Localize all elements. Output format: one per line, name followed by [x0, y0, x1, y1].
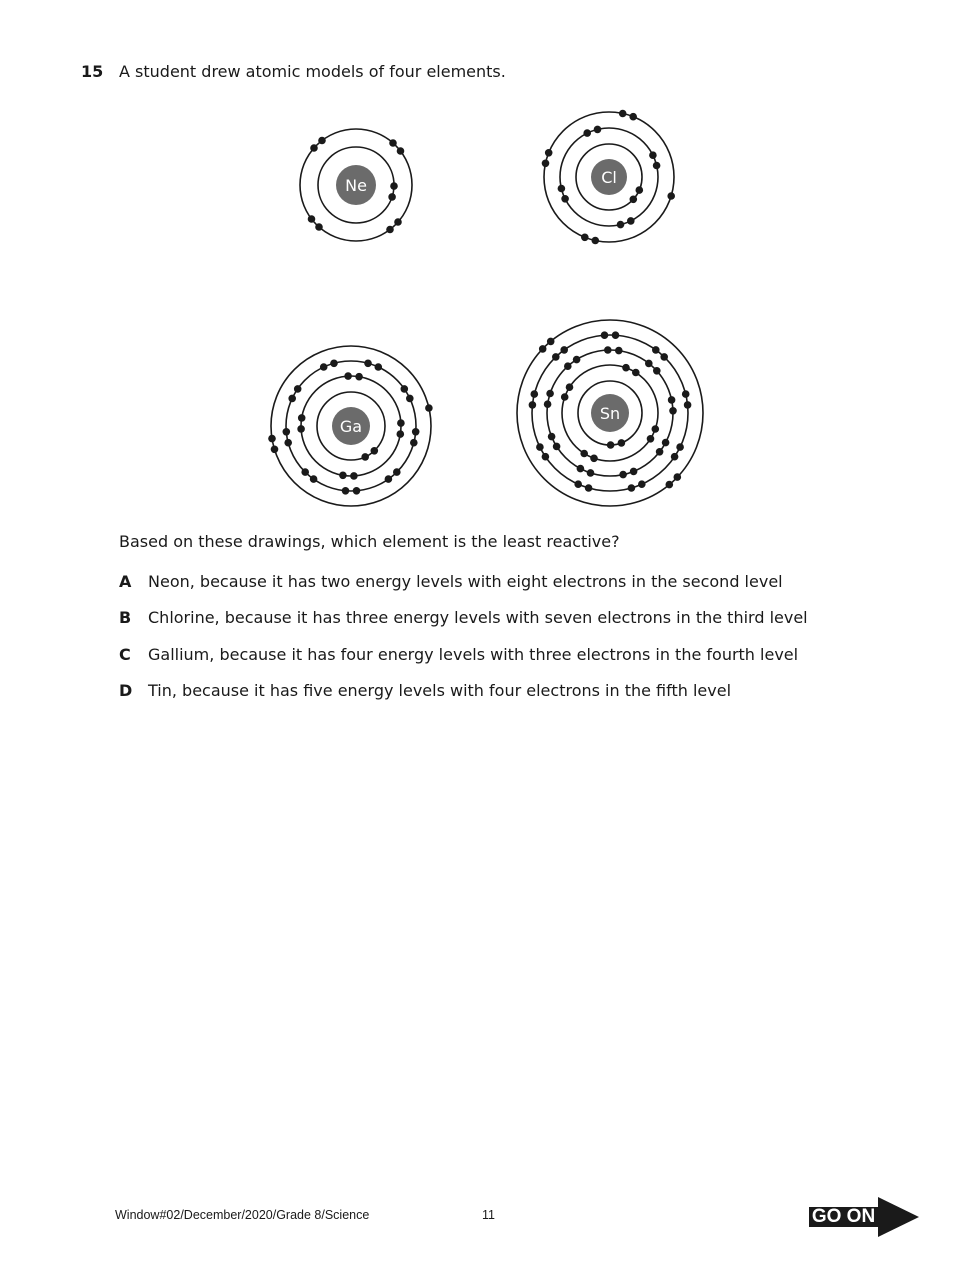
- electron-dot: [350, 472, 358, 480]
- electron-dot: [580, 450, 588, 458]
- electron-dot: [601, 331, 609, 339]
- electron-dot: [630, 468, 638, 476]
- electron-dot: [632, 369, 640, 377]
- electron-dot: [628, 484, 636, 492]
- electron-dot: [581, 234, 589, 242]
- electron-dot: [592, 237, 600, 245]
- electron-dot: [619, 471, 627, 479]
- choice-a[interactable]: [119, 572, 783, 591]
- electron-dot: [622, 364, 630, 372]
- atomic-models-figure: [0, 0, 979, 520]
- electron-dot: [355, 373, 363, 381]
- electron-dot: [553, 443, 561, 451]
- electron-dot: [652, 425, 660, 433]
- electron-dot: [531, 390, 539, 398]
- electron-dot: [656, 448, 664, 456]
- electron-dot: [590, 455, 598, 463]
- arrow-right-icon: [878, 1197, 919, 1237]
- choice-letter: C: [119, 645, 131, 664]
- atom-model-tin: [517, 320, 703, 506]
- choice-text: Chlorine, because it has three energy levels with seven electrons in the third level: [148, 608, 808, 627]
- electron-dot: [298, 414, 306, 422]
- electron-dot: [682, 390, 690, 398]
- electron-dot: [660, 353, 668, 361]
- element-symbol: Sn: [599, 404, 621, 423]
- electron-dot: [544, 400, 552, 408]
- electron-dot: [315, 223, 323, 231]
- electron-dot: [638, 480, 646, 488]
- electron-dot: [406, 395, 414, 403]
- electron-dot: [397, 419, 405, 427]
- electron-dot: [619, 110, 627, 118]
- go-on-arrow: [809, 1197, 919, 1237]
- electron-dot: [607, 441, 615, 449]
- choice-text: Neon, because it has two energy levels with eight electrons in the second level: [148, 572, 783, 591]
- electron-dot: [310, 144, 318, 152]
- element-symbol: Ga: [339, 417, 363, 436]
- element-symbol: Cl: [601, 168, 617, 187]
- electron-dot: [364, 360, 372, 368]
- choice-d[interactable]: [119, 681, 731, 700]
- electron-dot: [666, 481, 674, 489]
- electron-dot: [342, 487, 350, 495]
- electron-dot: [410, 439, 418, 447]
- electron-dot: [629, 113, 637, 121]
- electron-dot: [353, 487, 361, 495]
- footer-test-id: Window#02/December/2020/Grade 8/Science: [115, 1208, 370, 1222]
- electron-dot: [667, 192, 675, 200]
- electron-dot: [271, 446, 279, 454]
- electron-dot: [552, 353, 560, 361]
- electron-dot: [618, 439, 626, 447]
- electron-dot: [371, 447, 379, 455]
- electron-dot: [649, 151, 657, 159]
- choice-letter: D: [119, 681, 133, 700]
- electron-dot: [375, 363, 383, 371]
- atom-model-neon: [300, 129, 412, 241]
- electron-dot: [668, 396, 676, 404]
- electron-dot: [386, 226, 394, 234]
- go-on-label: GO ON: [809, 1207, 878, 1227]
- electron-dot: [393, 468, 401, 476]
- electron-dot: [587, 469, 595, 477]
- electron-dot: [385, 475, 393, 483]
- electron-dot: [425, 404, 433, 412]
- electron-dot: [546, 390, 554, 398]
- electron-dot: [268, 435, 276, 443]
- electron-dot: [388, 193, 396, 201]
- electron-dot: [630, 196, 638, 204]
- electron-dot: [615, 347, 623, 355]
- electron-dot: [674, 473, 682, 481]
- electron-dot: [308, 215, 316, 223]
- electron-dot: [594, 126, 602, 134]
- electron-dot: [401, 385, 409, 393]
- electron-dot: [547, 338, 555, 346]
- electron-dot: [297, 425, 305, 433]
- choice-letter: B: [119, 608, 132, 627]
- electron-dot: [652, 346, 660, 354]
- electron-dot: [604, 346, 612, 354]
- electron-dot: [536, 443, 544, 451]
- electron-dot: [542, 160, 550, 168]
- electron-dot: [671, 453, 679, 461]
- atom-model-gallium: [268, 346, 433, 506]
- electron-dot: [574, 480, 582, 488]
- question-prompt: Based on these drawings, which element is the least reactive?: [119, 532, 620, 551]
- electron-dot: [684, 401, 692, 409]
- electron-dot: [558, 185, 566, 193]
- electron-dot: [676, 443, 684, 451]
- electron-dot: [344, 372, 352, 380]
- electron-dot: [301, 468, 309, 476]
- electron-dot: [583, 129, 591, 137]
- choice-text: Gallium, because it has four energy levels with three electrons in the fourth level: [148, 645, 799, 664]
- electron-dot: [669, 407, 677, 415]
- electron-dot: [560, 346, 568, 354]
- atom-model-chlorine: [542, 110, 675, 245]
- electron-dot: [564, 362, 572, 370]
- electron-dot: [529, 401, 537, 409]
- choice-c[interactable]: [119, 645, 798, 664]
- electron-dot: [573, 356, 581, 364]
- electron-dot: [284, 439, 292, 447]
- choice-b[interactable]: [119, 608, 808, 627]
- electron-dot: [330, 360, 338, 368]
- electron-dot: [394, 218, 402, 226]
- electron-dot: [318, 137, 326, 145]
- electron-dot: [647, 435, 655, 443]
- electron-dot: [545, 149, 553, 157]
- choice-text: Tin, because it has five energy levels with four electrons in the fifth level: [148, 681, 732, 700]
- question-number: 15: [81, 62, 104, 81]
- electron-dot: [653, 162, 661, 170]
- electron-dot: [612, 331, 620, 339]
- electron-dot: [283, 428, 291, 436]
- electron-dot: [627, 217, 635, 225]
- electron-dot: [561, 195, 569, 203]
- electron-dot: [645, 360, 653, 368]
- element-symbol: Ne: [345, 176, 367, 195]
- electron-dot: [390, 182, 398, 190]
- footer-page-number: 11: [482, 1208, 495, 1222]
- electron-dot: [397, 430, 405, 438]
- electron-dot: [339, 472, 347, 480]
- electron-dot: [320, 363, 328, 371]
- electron-dot: [577, 465, 585, 473]
- choice-letter: A: [119, 572, 132, 591]
- electron-dot: [542, 453, 550, 461]
- question-text: A student drew atomic models of four elements.: [119, 62, 506, 81]
- electron-dot: [585, 484, 593, 492]
- electron-dot: [662, 439, 670, 447]
- electron-dot: [539, 345, 547, 353]
- electron-dot: [361, 453, 369, 461]
- electron-dot: [653, 367, 661, 375]
- electron-dot: [397, 147, 405, 155]
- electron-dot: [617, 221, 625, 229]
- electron-dot: [636, 186, 644, 194]
- electron-dot: [566, 383, 574, 391]
- electron-dot: [561, 393, 569, 401]
- electron-dot: [310, 475, 318, 483]
- electron-dot: [412, 428, 420, 436]
- electron-dot: [389, 139, 397, 147]
- electron-dot: [294, 385, 302, 393]
- electron-dot: [288, 395, 296, 403]
- electron-dot: [548, 433, 556, 441]
